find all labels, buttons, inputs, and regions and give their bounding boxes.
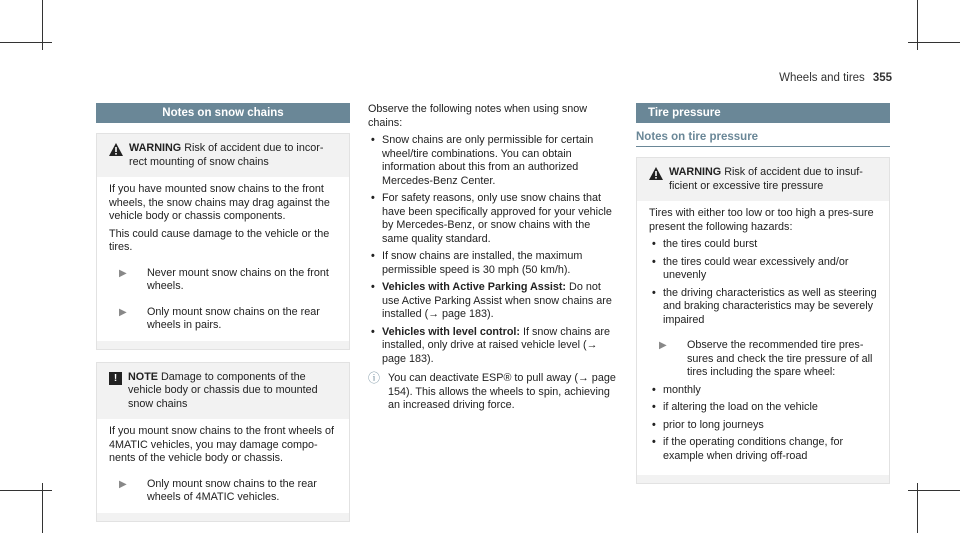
hazards-list xyxy=(649,238,879,327)
item-text: If snow chains are installed, only drive at raised vehicle level (→ page 183). xyxy=(382,325,611,365)
note-lead: Damage to components of the vehicle body or chassis due to mounted snow chains xyxy=(128,370,318,410)
list-item: • If snow chains are installed, the maximum permissible speed is 30 mph (50 km/h). xyxy=(368,250,618,277)
note-body: If you mount snow chains to the front wheels of 4MATIC vehicles, you may damage compo-nents of the vehicle body or chassis. xyxy=(109,425,335,464)
section-title-snow-chains: Notes on snow chains xyxy=(96,103,350,123)
intro-text: Observe the following notes when using snow chains: xyxy=(368,103,588,129)
warning-body: If you have mounted snow chains to the front wheels, the snow chains may drag against the vehicle body or chassis components. xyxy=(109,183,330,222)
warning-step: Never mount snow chains on the front wheels. xyxy=(147,266,329,292)
warning-box xyxy=(636,157,890,484)
item-heading: Vehicles with level control: xyxy=(382,325,521,338)
warning-label: WARNING xyxy=(129,142,182,154)
warning-box xyxy=(96,133,350,350)
list-item: • if the operating conditions change, for example when driving off-road xyxy=(649,436,879,463)
subsection-title: Notes on tire pressure xyxy=(636,131,890,147)
info-icon: ⓘ xyxy=(368,371,381,385)
item-heading: Vehicles with Active Parking Assist: xyxy=(382,281,567,293)
warning-body: Tires with either too low or too high a pres-sure present the following hazards: xyxy=(649,207,874,233)
checks-list xyxy=(649,384,879,464)
crop-mark xyxy=(908,42,960,43)
list-item xyxy=(368,326,618,367)
step-arrow-icon: ▶ xyxy=(659,340,667,351)
list-item: • prior to long journeys xyxy=(649,419,879,433)
note-label: NOTE xyxy=(128,370,158,383)
warning-step: Observe the recommended tire pres-sures and check the tire pressure of all tires including the spare wheel: xyxy=(687,339,873,378)
section-title: Wheels and tires xyxy=(779,72,865,84)
list-item: • For safety reasons, only use snow chains that have been specifically approved for your vehicle by Mercedes-Benz, or snow chains with the same quality standard. xyxy=(368,192,618,246)
item-text: Do not use Active Parking Assist when snow chains are installed (→ page 183). xyxy=(382,281,612,320)
list-item: • the tires could wear excessively and/or unevenly xyxy=(649,256,879,283)
warning-body: This could cause damage to the vehicle or the tires. xyxy=(109,227,330,253)
running-header xyxy=(779,72,892,84)
column-tire-pressure xyxy=(636,103,890,484)
crop-mark xyxy=(908,490,960,491)
step-arrow-icon: ▶ xyxy=(119,306,127,318)
warning-step: Only mount snow chains on the rear wheels in pairs. xyxy=(147,305,320,331)
list-item: • the tires could burst xyxy=(649,238,879,252)
note-icon: ! xyxy=(109,372,122,385)
section-title-tire-pressure: Tire pressure xyxy=(636,103,890,123)
info-text: You can deactivate ESP® to pull away (→ page 154). This allows the wheels to spin, achieving an increased driving force. xyxy=(388,372,616,411)
column-snow-chains xyxy=(96,103,350,522)
warning-icon xyxy=(109,143,123,156)
warning-lead: Risk of accident due to incor-rect mounting of snow chains xyxy=(129,142,324,168)
crop-mark xyxy=(0,490,52,491)
list-item: • Snow chains are only permissible for certain wheel/tire combinations. You can obtain information about this from an authorized Mercedes-Benz Center. xyxy=(368,134,618,188)
list-item: • the driving characteristics as well as steering and braking characteristics may be severely impaired xyxy=(649,287,879,328)
column-snow-chain-notes xyxy=(368,103,618,413)
step-arrow-icon: ▶ xyxy=(119,478,127,490)
page-number: 355 xyxy=(872,72,892,84)
step-arrow-icon: ▶ xyxy=(119,267,127,279)
warning-icon xyxy=(649,167,663,180)
notes-list xyxy=(368,134,618,366)
list-item: • monthly xyxy=(649,384,879,398)
warning-lead: Risk of accident due to insuf-ficient or excessive tire pressure xyxy=(669,166,863,192)
note-step: Only mount snow chains to the rear wheels of 4MATIC vehicles. xyxy=(147,477,317,503)
list-item: • if altering the load on the vehicle xyxy=(649,401,879,415)
warning-label: WARNING xyxy=(669,166,722,178)
crop-mark xyxy=(0,42,52,43)
list-item xyxy=(368,281,618,322)
note-box xyxy=(96,362,350,522)
